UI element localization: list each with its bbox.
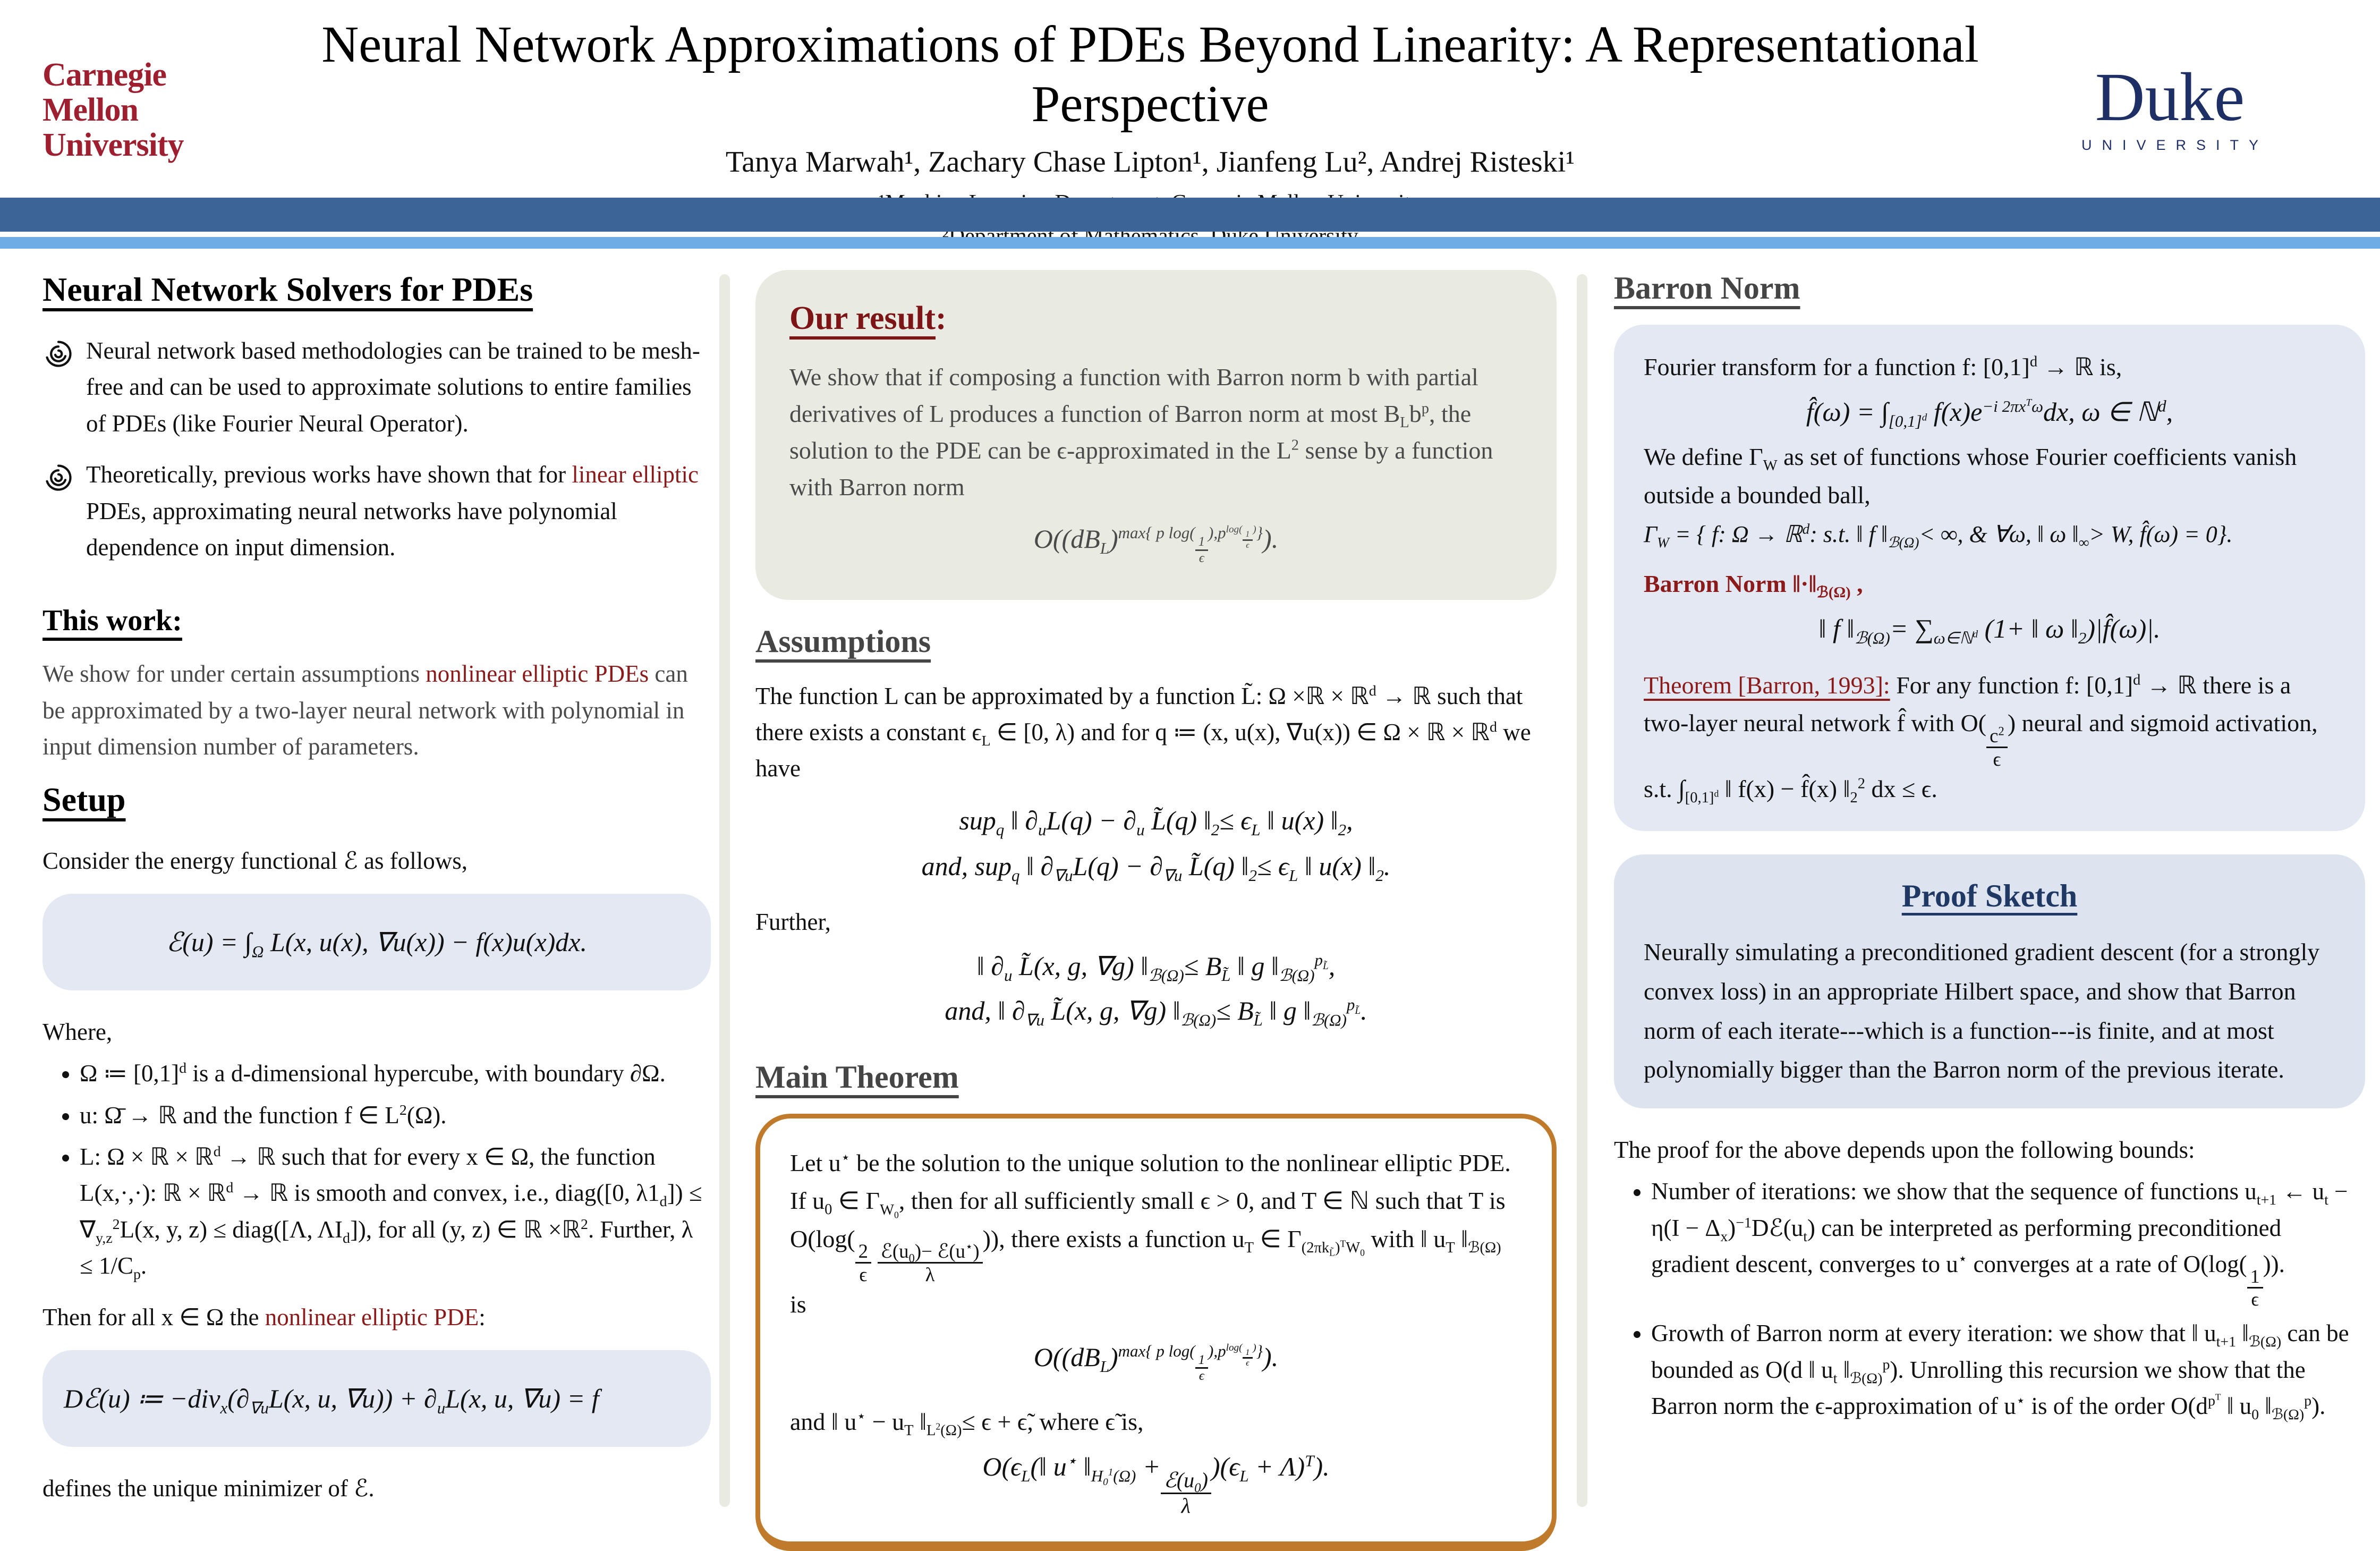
section-heading-this-work: This work: <box>42 604 182 638</box>
column-divider <box>719 274 730 1507</box>
theorem-text-1: Let u⋆ be the solution to the unique solution to the nonlinear elliptic PDE. If $u_0$ ∈ $\Gamma_{W_0}$, then for all sufficiently small ϵ > 0, and T ∈ ℕ such that T is O(log( $\frac{2}{\epsilon}$ $ℰ(u_0)-$ ℰ(u⋆) λ )), there exists a function $u_T$ ∈ $\Gamma_{(2\pi k_{L̃})^TW_0}$ with ‖ $u_T$ $‖_{ℬ(\Omega)}$ is <box>790 1149 1511 1318</box>
swirl-bullet-icon <box>42 456 75 574</box>
section-heading-main-theorem: Main Theorem <box>755 1060 959 1095</box>
theorem-formula-2: $O(\epsilon_L(‖$ u⋆ $‖_{H_0^1(\Omega)}$ + $ℰ(u_0)$ λ )$(\epsilon_L + \Lambda)^T$). <box>982 1451 1330 1518</box>
barron-norm-formula: ‖ f $‖_{ℬ(\Omega)}= \sum_{\omega\in ℕ^d}$ (1+ ‖ ω $‖_2)|f̂(\omega)|$. <box>1818 614 2161 648</box>
duke-logo <box>2071 59 2268 154</box>
barron-theorem-label: Theorem [Barron, 1993]: <box>1644 672 1890 699</box>
our-result-heading <box>789 300 1523 337</box>
list-item <box>42 456 711 574</box>
cmu-logo-line: Carnegie <box>42 57 167 93</box>
assumption-formula-1: sup$_q$ ‖ $\partial_uL(q) - \partial_u$ L̃(q) $‖_2\le \epsilon_L$ ‖ u(x) $‖_2$, <box>959 805 1353 839</box>
paragraph-segment: can be approximated by a two-layer neural network with polynomial in input dimension number of parameters. <box>42 660 688 760</box>
bullet-text-segment: Theoretically, previous works have shown that for <box>86 461 572 488</box>
theorem-text-2: and ‖ $u^⋆ - u_T$ $‖_{L^2(\Omega)}\le \epsilon$ + ϵ̃, where ϵ̃ is, <box>790 1408 1144 1439</box>
fourier-text: Fourier transform for a function f: $[0,1]^d$ → ℝ is, <box>1644 353 2122 380</box>
header-band-dark <box>0 198 2380 232</box>
assumption-formula-2: and, sup$_q$ ‖ $\partial_{\nabla u}L(q) - \partial_{\nabla u}$ L̃(q) $‖_2\le \epsilon_L$ ‖ u(x) $‖_2$. <box>921 851 1391 885</box>
assumption-formula-3: ‖ $\partial_u$ L̃(x, g, ∇g) $‖_{ℬ(\Omega)}\le B_{L̃}$ ‖ g $‖_{ℬ(\Omega)}^{p_{L̃}}$, <box>976 951 1336 985</box>
minimizer-note: defines the unique minimizer of ℰ. <box>42 1475 375 1502</box>
header-band-light <box>0 237 2380 249</box>
duke-logo-subtitle: UNIVERSITY <box>2081 137 2268 153</box>
heading-text: Our result <box>789 300 936 336</box>
column-right <box>1614 270 2365 1439</box>
emphasis-linear-elliptic: linear elliptic <box>572 461 699 488</box>
bounds-intro: The proof for the above depends upon the following bounds: <box>1614 1136 2195 1163</box>
section-heading-barron-norm: Barron Norm <box>1614 270 1800 306</box>
bullet-text: Neural network based methodologies can be trained to be mesh-free and can be used to approximate solutions to entire families of PDEs (like Fourier Neural Operator). <box>86 337 700 437</box>
fourier-formula: f̂(ω) = $\int_{[0,1]^d}$ $f(x)e^{-i 2\pi x^T\omega}dx$, ω ∈ ℕ$^d$, <box>1806 396 2173 431</box>
emphasis-nonlinear-elliptic-pde: nonlinear elliptic PDE <box>265 1303 479 1330</box>
where-item: • u: Ω̄ → ℝ and the function f ∈ $L^2(\Omega)$. <box>80 1097 711 1133</box>
section-heading-assumptions: Assumptions <box>755 623 931 659</box>
where-list <box>42 1055 711 1284</box>
list-item <box>42 333 711 450</box>
swirl-bullet-icon <box>42 333 75 450</box>
pde-formula: Dℰ(u) ≔ $-div_x(\partial_{\nabla u}L(x$, u, $\nabla u)) + \partial_uL(x$, u, ∇u) = f <box>64 1384 599 1418</box>
bound-item: • Number of iterations: we show that the sequence of functions $u_{t+1}$ ← $u_t - \eta(I$ − $\Delta_x)^{-1}Dℰ(u_t)$ can be interpreted as performing preconditioned gradient descent, converges to u⋆ converges at a rate of O(log( $\frac{1}{\epsilon}$ )). <box>1651 1173 2365 1310</box>
proof-sketch-heading: Proof Sketch <box>1901 878 2078 914</box>
poster-title: Neural Network Approximations of PDEs Beyond Linearity: A Representational Perspective <box>321 16 1979 132</box>
main-theorem-box <box>755 1114 1557 1551</box>
barron-theorem <box>1644 666 2335 808</box>
energy-functional-formula: ℰ(u) = $\int_\Omega$ L(x, u(x), ∇u(x)) − f(x)u(x)dx. <box>166 927 587 961</box>
energy-functional-box <box>42 894 711 990</box>
where-item: • L: Ω × ℝ × ℝ$^d$ → ℝ such that for every x ∈ Ω, the function L(x,·,·): ℝ × ℝ$^d$ → ℝ is smooth and convex, i.e., diag([0, $\lambda 1_d]) \le \nabla_{y,z}^2L(x$, y, z) ≤ diag([Λ, $\Lambda I_d$]), for all (y, z) ∈ ℝ ×ℝ$^2$. Further, $\lambda \le 1/C_p$. <box>80 1139 711 1284</box>
section-heading-setup: Setup <box>42 780 126 818</box>
where-item: • Ω ≔ $[0,1]^d$ is a d-dimensional hypercube, with boundary ∂Ω. <box>80 1055 711 1091</box>
assumptions-text: The function L can be approximated by a function L̃: Ω ×ℝ × ℝ$^d$ → ℝ such that there exists a constant $\epsilon_L$ ∈ [0, λ) and for q ≔ (x, u(x), ∇u(x)) ∈ Ω × ℝ × ℝ$^d$ we have <box>755 682 1531 782</box>
duke-logo-word: Duke <box>2095 59 2245 135</box>
cmu-logo <box>42 57 184 163</box>
heading-colon: : <box>936 300 947 336</box>
emphasis-nonlinear-elliptic: nonlinear elliptic PDEs <box>426 660 649 688</box>
paragraph-segment: We show for under certain assumptions <box>42 660 426 688</box>
column-divider <box>1577 274 1587 1507</box>
paragraph-segment: : <box>479 1303 486 1330</box>
where-label: Where, <box>42 1018 113 1045</box>
cmu-logo-line: Mellon <box>42 92 138 128</box>
barron-norm-label: Barron Norm $‖\cdot‖_{ℬ(\Omega)}$ , <box>1644 570 1863 601</box>
bounds-list <box>1614 1173 2365 1424</box>
column-left <box>42 270 711 1521</box>
our-result-text: We show that if composing a function with Barron norm b with partial derivatives of L produces a function of Barron norm at most $B_Lb^p$, the solution to the PDE can be ϵ-approximated in the $L^2$ sense by a function with Barron norm <box>789 363 1493 501</box>
pde-box <box>42 1350 711 1447</box>
authors-line: Tanya Marwah¹, Zachary Chase Lipton¹, Jianfeng Lu², Andrej Risteski¹ <box>725 146 1575 179</box>
section-heading-nn-solvers: Neural Network Solvers for PDEs <box>42 270 533 308</box>
gamma-text: We define $\Gamma_W$ as set of functions whose Fourier coefficients vanish outside a bounded ball, <box>1644 443 2297 508</box>
then-paragraph <box>42 1299 711 1335</box>
theorem-formula-1: $O((dB_L)^{max\{ p log( \frac{1}{\epsilon} ),p^{log( \frac{1}{\epsilon} )}\}})$. <box>1033 1341 1279 1384</box>
proof-sketch-box <box>1614 854 2365 1108</box>
barron-theorem-text: For any function f: $[0,1]^d$ → ℝ there is a two-layer neural network f̂ with O( $\frac{c^2}{\epsilon}$ ) neural and sigmoid activation, s.t. $\int_{[0,1]^d}$ ‖ f(x) − f̂(x) $‖_2^2$ dx ≤ ϵ. <box>1644 672 2318 807</box>
our-result-formula: $O((dB_L)^{max\{ p log( \frac{1}{\epsilon} ),p^{log( \frac{1}{\epsilon} )}\}})$. <box>1033 523 1279 565</box>
bullet-text-segment: PDEs, approximating neural networks have polynomial dependence on input dimension. <box>86 497 617 561</box>
assumption-formula-4: and, ‖ $\partial_{\nabla u}$ L̃(x, g, ∇g) $‖_{ℬ(\Omega)}\le B_{L̃}$ ‖ g $‖_{ℬ(\Omega)}^{p_{L̃}}$. <box>945 995 1367 1030</box>
column-middle <box>755 270 1557 1551</box>
proof-sketch-text: Neurally simulating a preconditioned gradient descent (for a strongly convex loss) in an appropriate Hilbert space, and show that Barron norm of each iterate---which is a function---is finite, and at most polynomially bigger than the Barron norm of the previous iterate. <box>1644 938 2320 1083</box>
bound-item: • Growth of Barron norm at every iteration: we show that ‖ $u_{t+1}$ $‖_{ℬ(\Omega)}$ can be bounded as O(d ‖ $u_t$ $‖_{ℬ(\Omega)}^p$). Unrolling this recursion we show that the Barron norm the ϵ-approximation of u⋆ is of the order $O(d^{p^T}$ ‖ $u_0$ $‖_{ℬ(\Omega)}^p$). <box>1651 1315 2365 1424</box>
setup-intro: Consider the energy functional ℰ as follows, <box>42 847 468 874</box>
barron-norm-box <box>1614 325 2365 831</box>
further-label: Further, <box>755 908 831 935</box>
gamma-formula: $\Gamma_W$ = { f: Ω → ℝ$^d$: s.t. ‖ f $‖_{ℬ(\Omega)}<$ ∞, & ∀ω, ‖ ω $‖_\infty> W$, f̂(ω) = 0}. <box>1644 521 2233 550</box>
our-result-box <box>755 270 1557 600</box>
this-work-paragraph <box>42 656 711 765</box>
bullet-text <box>86 456 711 565</box>
paragraph-segment: Then for all x ∈ Ω the <box>42 1303 265 1330</box>
cmu-logo-line: University <box>42 127 184 163</box>
